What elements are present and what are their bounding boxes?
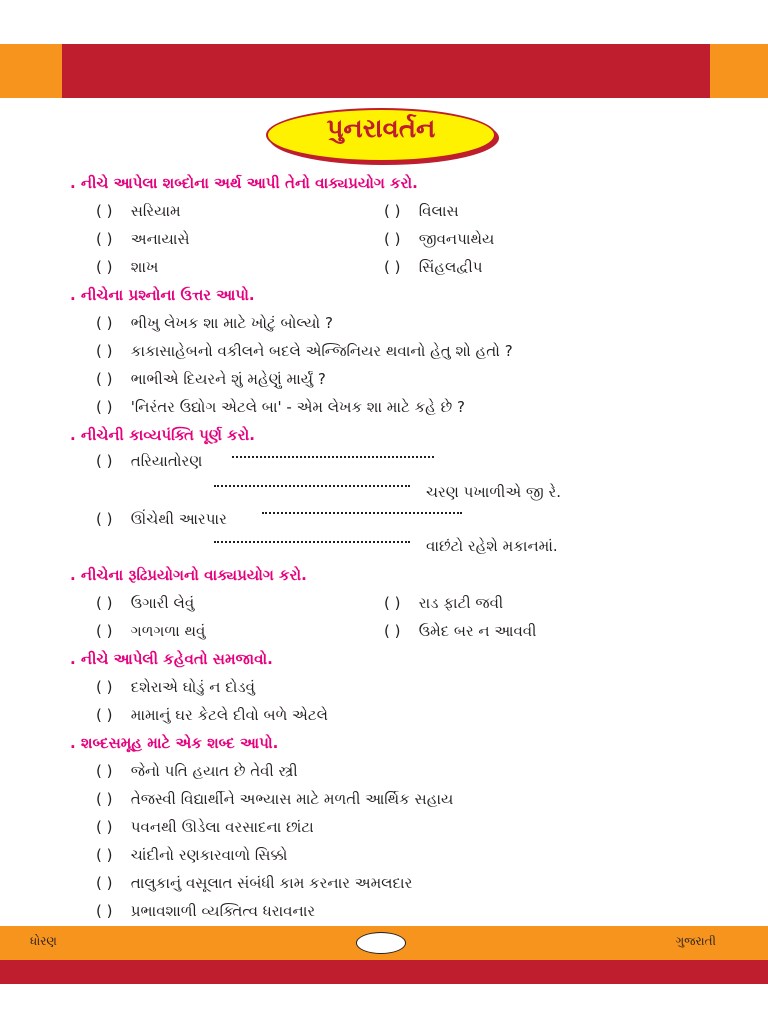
fill-blank-line bbox=[232, 456, 434, 458]
answer-box: ( ) bbox=[96, 846, 113, 864]
idiom-item bbox=[96, 594, 194, 612]
answer-box: ( ) bbox=[96, 202, 113, 220]
fill-blank-line bbox=[214, 541, 410, 543]
answer-box: ( ) bbox=[96, 594, 113, 612]
poem-line-3 bbox=[96, 510, 227, 528]
word-item bbox=[384, 202, 459, 220]
section-heading-5: . નીચે આપેલી કહેવતો સમજાવો. bbox=[70, 650, 273, 668]
question-item bbox=[96, 314, 333, 332]
word-item bbox=[96, 258, 158, 276]
phrase-text: પ્રભાવશાળી વ્યક્તિત્વ ધરાવનાર bbox=[130, 902, 316, 920]
title-badge bbox=[266, 108, 496, 162]
idiom-item bbox=[384, 594, 503, 612]
idiom-item bbox=[384, 622, 536, 640]
poem-line-1 bbox=[96, 452, 202, 470]
answer-box: ( ) bbox=[96, 510, 113, 528]
section-heading-6: . શબ્દસમૂહ માટે એક શબ્દ આપો. bbox=[70, 734, 279, 752]
page-number-oval bbox=[356, 932, 406, 954]
poem-text: તરિયાતોરણ bbox=[130, 452, 203, 470]
footer-subject-label: ગુજરાતી bbox=[675, 934, 716, 948]
answer-box: ( ) bbox=[384, 622, 401, 640]
question-text: 'નિરંતર ઉદ્યોગ એટલે બા' - એમ લેખક શા માટે કહે છે ? bbox=[130, 398, 465, 416]
idiom-text: ઉમેદ બર ન આવવી bbox=[418, 622, 537, 640]
answer-box: ( ) bbox=[96, 790, 113, 808]
answer-box: ( ) bbox=[96, 314, 113, 332]
answer-box: ( ) bbox=[96, 902, 113, 920]
word-item bbox=[384, 230, 494, 248]
answer-box: ( ) bbox=[384, 258, 401, 276]
phrase-item bbox=[96, 818, 314, 836]
phrase-item bbox=[96, 874, 412, 892]
phrase-text: ચાંદીનો રણકારવાળો સિક્કો bbox=[130, 846, 288, 864]
section-heading-4: . નીચેના રૂઢિપ્રયોગનો વાક્યપ્રયોગ કરો. bbox=[70, 566, 307, 584]
phrase-text: તેજસ્વી વિદ્યાર્થીને અભ્યાસ માટે મળતી આર્થિક સહાય bbox=[130, 790, 454, 808]
word-text: વિલાસ bbox=[418, 202, 459, 220]
answer-box: ( ) bbox=[384, 202, 401, 220]
section-heading-3: . નીચેની કાવ્યપંક્તિ પૂર્ણ કરો. bbox=[70, 426, 255, 444]
answer-box: ( ) bbox=[96, 452, 113, 470]
answer-box: ( ) bbox=[96, 818, 113, 836]
idiom-text: રાડ ફાટી જવી bbox=[418, 594, 504, 612]
section-heading-1: . નીચે આપેલા શબ્દોના અર્થ આપી તેનો વાક્યપ્રયોગ કરો. bbox=[70, 174, 418, 192]
word-text: જીવનપાથેય bbox=[418, 230, 495, 248]
answer-box: ( ) bbox=[96, 678, 113, 696]
question-text: ભાભીએ દિયરને શું મહેણું માર્યું ? bbox=[130, 370, 326, 388]
phrase-text: તાલુકાનું વસૂલાત સંબંધી કામ કરનાર અમલદાર bbox=[130, 874, 413, 892]
phrase-item bbox=[96, 846, 287, 864]
answer-box: ( ) bbox=[96, 258, 113, 276]
word-text: શાખ bbox=[130, 258, 159, 276]
answer-box: ( ) bbox=[384, 230, 401, 248]
proverb-item bbox=[96, 678, 255, 696]
proverb-text: મામાનું ઘર કેટલે દીવો બળે એટલે bbox=[130, 706, 328, 724]
idiom-text: ઉગારી લેવું bbox=[130, 594, 195, 612]
phrase-item bbox=[96, 762, 298, 780]
answer-box: ( ) bbox=[96, 342, 113, 360]
phrase-item bbox=[96, 790, 453, 808]
proverb-text: દશેરાએ ઘોડું ન દોડવું bbox=[130, 678, 255, 696]
answer-box: ( ) bbox=[96, 762, 113, 780]
fill-blank-line bbox=[262, 512, 462, 514]
question-item bbox=[96, 370, 326, 388]
question-text: ભીખુ લેખક શા માટે ખોટું બોલ્યો ? bbox=[130, 314, 333, 332]
phrase-text: જેનો પતિ હયાત છે તેવી સ્ત્રી bbox=[130, 762, 298, 780]
answer-box: ( ) bbox=[96, 874, 113, 892]
word-text: સિંહલદ્વીપ bbox=[418, 258, 483, 276]
header-orange-right bbox=[710, 44, 768, 98]
answer-box: ( ) bbox=[96, 706, 113, 724]
word-item bbox=[384, 258, 483, 276]
question-item bbox=[96, 342, 513, 360]
word-text: અનાયાસે bbox=[130, 230, 190, 248]
answer-box: ( ) bbox=[96, 398, 113, 416]
phrase-item bbox=[96, 902, 315, 920]
section-heading-2: . નીચેના પ્રશ્નોના ઉત્તર આપો. bbox=[70, 286, 255, 304]
footer-standard-label: ધોરણ bbox=[30, 934, 57, 948]
header-orange-left bbox=[0, 44, 62, 98]
word-item bbox=[96, 202, 181, 220]
answer-box: ( ) bbox=[96, 370, 113, 388]
poem-text: ઊંચેથી આરપાર bbox=[130, 510, 227, 528]
word-item bbox=[96, 230, 190, 248]
answer-box: ( ) bbox=[384, 594, 401, 612]
answer-box: ( ) bbox=[96, 622, 113, 640]
idiom-item bbox=[96, 622, 205, 640]
idiom-text: ગળગળા થવું bbox=[130, 622, 206, 640]
page-title: પુનરાવર્તન bbox=[326, 114, 436, 144]
phrase-text: પવનથી ઊડેલા વરસાદના છાંટા bbox=[130, 818, 314, 836]
poem-line-4: વાછંટો રહેશે મકાનમાં. bbox=[426, 537, 558, 555]
question-text: કાકાસાહેબનો વકીલને બદલે એન્જિનિયર થવાનો હેતુ શો હતો ? bbox=[130, 342, 513, 360]
fill-blank-line bbox=[214, 485, 410, 487]
word-text: સરિયામ bbox=[130, 202, 181, 220]
answer-box: ( ) bbox=[96, 230, 113, 248]
proverb-item bbox=[96, 706, 328, 724]
poem-line-2: ચરણ પખાળીએ જી રે. bbox=[426, 483, 562, 501]
footer-red-band bbox=[0, 960, 768, 984]
header-red-band bbox=[62, 44, 710, 98]
question-item bbox=[96, 398, 465, 416]
